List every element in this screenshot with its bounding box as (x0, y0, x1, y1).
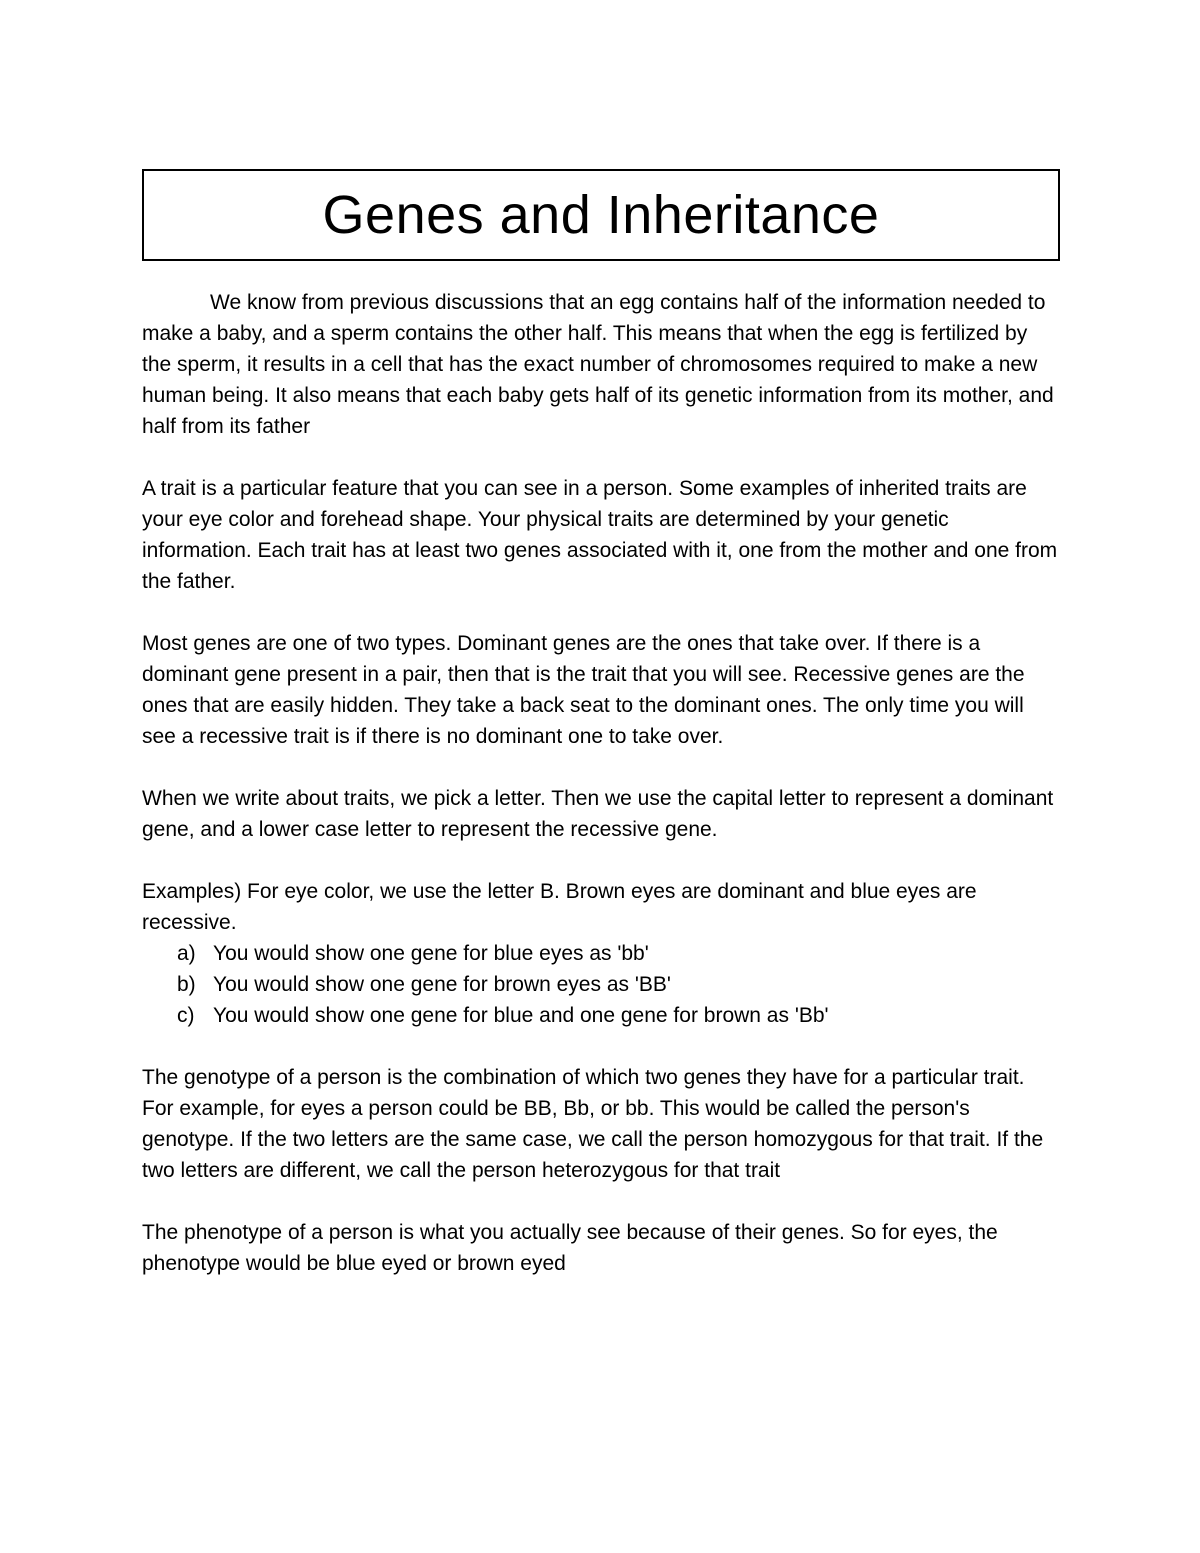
paragraph-trait: A trait is a particular feature that you can see in a person. Some examples of inherited traits are your eye color and forehead shape. Your physical traits are determined by your genetic information. Each trait has at least two genes associated with it, one from the mother and one from the father. (142, 477, 1058, 593)
page-title: Genes and Inheritance (322, 185, 880, 245)
list-item (142, 969, 1058, 1000)
list-item-marker: b) (177, 973, 196, 996)
list-item-marker: c) (177, 1004, 195, 1027)
list-item (142, 938, 1058, 969)
list-item-text: You would show one gene for blue eyes as 'bb' (213, 942, 649, 965)
examples-list (142, 938, 1058, 1031)
list-item-text: You would show one gene for blue and one gene for brown as 'Bb' (213, 1004, 829, 1027)
paragraph-dominance: Most genes are one of two types. Dominant genes are the ones that take over. If there is a dominant gene present in a pair, then that is the trait that you will see. Recessive genes are the ones that are easily hidden. They take a back seat to the dominant ones. The only time you will see a recessive trait is if there is no dominant one to take over. (142, 632, 1025, 748)
list-item-text: You would show one gene for brown eyes as 'BB' (213, 973, 671, 996)
document-body (142, 287, 1058, 1310)
paragraph-intro: We know from previous discussions that an egg contains half of the information needed to make a baby, and a sperm contains the other half. This means that when the egg is fertilized by the sperm, it results in a cell that has the exact number of chromosomes required to make a new human being. It also means that each baby gets half of its genetic information from its mother, and half from its father (142, 291, 1054, 438)
paragraph-phenotype: The phenotype of a person is what you actually see because of their genes. So for eyes, the phenotype would be blue eyed or brown eyed (142, 1221, 998, 1275)
paragraph-examples-intro: Examples) For eye color, we use the letter B. Brown eyes are dominant and blue eyes are recessive. (142, 880, 977, 934)
list-item-marker: a) (177, 942, 196, 965)
paragraph-genotype: The genotype of a person is the combination of which two genes they have for a particular trait. For example, for eyes a person could be BB, Bb, or bb. This would be called the person's genotype. If the two letters are the same case, we call the person homozygous for that trait. If the two letters are different, we call the person heterozygous for that trait (142, 1066, 1044, 1182)
paragraph-letters: When we write about traits, we pick a letter. Then we use the capital letter to represent a dominant gene, and a lower case letter to represent the recessive gene. (142, 787, 1054, 841)
list-item (142, 1000, 1058, 1031)
title-box (142, 169, 1060, 261)
